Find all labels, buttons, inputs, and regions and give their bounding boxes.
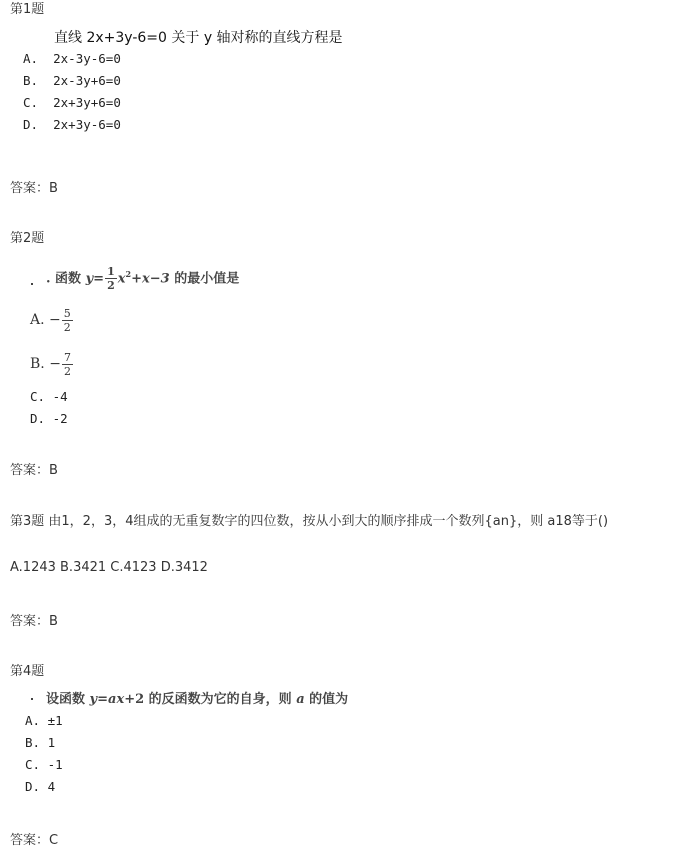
q2-option-c: C. -4: [30, 389, 68, 404]
q4-title: 第4题: [10, 664, 45, 679]
q3-answer: 答案：B: [10, 614, 58, 629]
q1-answer: 答案：B: [10, 181, 58, 196]
q4-option-a: A. ±1: [25, 713, 63, 728]
q2-option-a: A. − $\frac{5}{2}$: [30, 306, 71, 334]
q4-answer: 答案：C: [10, 833, 59, 848]
q4-option-d: D. 4: [25, 779, 56, 794]
q2-option-d: D. -2: [30, 411, 68, 426]
q2-option-b: B. − $\frac{7}{2}$: [30, 350, 71, 378]
q1-title: 第1题: [10, 2, 45, 17]
q3-title-line: 第3题 由1，2，3，4组成的无重复数字的四位数，按从小到大的顺序排成一个数列{an}，则 a18等于(): [10, 514, 609, 529]
q4-stem: 设函数 y=ax+2 的反函数为它的自身，则 a 的值为: [46, 692, 349, 707]
q1-stem: 直线 2x+3y-6=0 关于 y 轴对称的直线方程是: [54, 30, 343, 46]
q2-bullet-dot: [31, 283, 33, 285]
q2-title: 第2题: [10, 231, 45, 246]
q3-options-line: A.1243 B.3421 C.4123 D.3412: [10, 560, 208, 575]
q2-stem: . 函数 y= $\frac{1}{2}$ $x^2+x-3$ 的最小值是: [46, 265, 240, 293]
q1-option-b: B. 2x-3y+6=0: [23, 73, 121, 88]
q1-option-d: D. 2x+3y-6=0: [23, 117, 121, 132]
q1-option-a: A. 2x-3y-6=0: [23, 51, 121, 66]
q2-answer: 答案：B: [10, 463, 58, 478]
q1-option-c: C. 2x+3y+6=0: [23, 95, 121, 110]
q4-option-b: B. 1: [25, 735, 56, 750]
q4-option-c: C. -1: [25, 757, 63, 772]
q4-bullet-dot: [31, 698, 33, 700]
